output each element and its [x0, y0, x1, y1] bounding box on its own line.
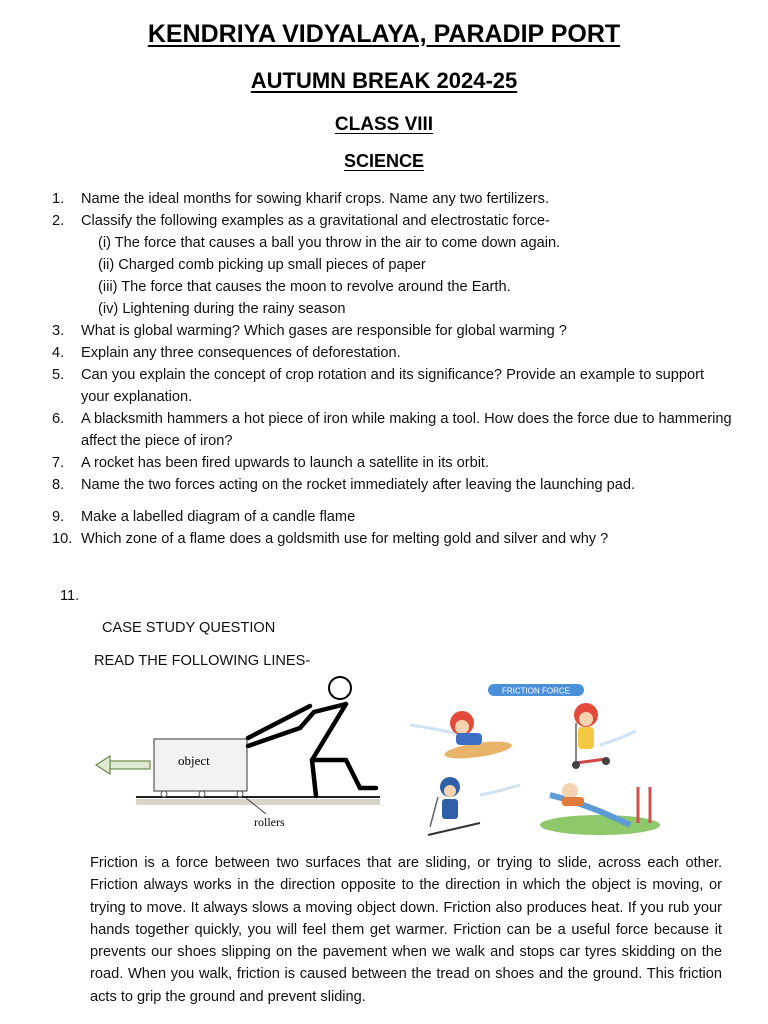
subject-label: SCIENCE [343, 151, 424, 171]
question-text: Name the two forces acting on the rocket immediately after leaving the launching pad. [81, 477, 636, 493]
question-number: 3. [52, 323, 65, 339]
question-9 [52, 506, 732, 528]
question-8 [52, 474, 732, 496]
question-3 [52, 320, 732, 342]
question-4 [52, 342, 732, 364]
question-number: 1. [52, 191, 65, 207]
object-label: object [178, 753, 210, 768]
question-number: 5. [52, 367, 65, 383]
question-text: What is global warming? Which gases are responsible for global warming ? [81, 323, 567, 339]
question-6 [52, 408, 732, 452]
question-text: Make a labelled diagram of a candle flame [81, 509, 356, 525]
question-number: 10. [52, 531, 73, 547]
rollers-label: rollers [254, 815, 285, 829]
sub-item: (iii) The force that causes the moon to revolve around the Earth. [98, 279, 511, 295]
question-1 [52, 188, 732, 210]
sub-item: (iv) Lightening during the rainy season [98, 301, 346, 317]
question-text: Which zone of a flame does a goldsmith use for melting gold and silver and why ? [81, 531, 609, 547]
question-number: 6. [52, 411, 65, 427]
question-10 [52, 528, 732, 550]
question-number: 4. [52, 345, 65, 361]
friction-paragraph: Friction is a force between two surfaces that are sliding, or trying to slide, across each other. Friction always works in the direction opposite to the direction in which the object is moving, or trying to move. It always slows a moving object down. Friction also produces heat. If you rub your hands together quickly, you will feel them get warmer. Friction can be a useful force because it prevents our shoes slipping on the pavement when we walk and stops car tyres skidding on the road. When you walk, friction is caused between the tread on shoes and the ground. This friction acts to grip the ground and prevent sliding. [90, 855, 722, 1005]
question-2 [52, 210, 732, 320]
question-11-number: 11. [60, 588, 80, 604]
sub-item: (i) The force that causes a ball you throw in the air to come down again. [98, 235, 561, 251]
question-number: 9. [52, 509, 65, 525]
question-number: 8. [52, 477, 65, 493]
question-text: A rocket has been fired upwards to launch a satellite in its orbit. [81, 455, 490, 471]
read-lines-label: READ THE FOLLOWING LINES- [94, 653, 311, 669]
question-7 [52, 452, 732, 474]
friction-banner-label: FRICTION FORCE [502, 686, 570, 696]
sub-item: (ii) Charged comb picking up small pieces of paper [98, 257, 426, 273]
question-number: 7. [52, 455, 65, 471]
case-study-label: CASE STUDY QUESTION [102, 620, 276, 636]
stick-figure [248, 704, 376, 796]
sledding-child-icon [410, 711, 513, 762]
school-name: KENDRIYA VIDYALAYA, PARADIP PORT [147, 20, 621, 48]
question-text: Classify the following examples as a gravitational and electrostatic force- [81, 213, 550, 229]
scooter-child-icon [572, 703, 636, 769]
question-text: Explain any three consequences of deforestation. [81, 345, 401, 361]
question-list [52, 188, 732, 550]
class-label: CLASS VIII [334, 114, 434, 135]
stick-figure-head [329, 677, 351, 699]
motion-arrow [96, 756, 150, 774]
skiing-child-icon [428, 777, 520, 835]
question-5 [52, 364, 732, 408]
question-text: Can you explain the concept of crop rotation and its significance? Provide an example to support your explanation. [81, 367, 705, 405]
slide-child-icon [540, 783, 660, 835]
question-text: A blacksmith hammers a hot piece of iron while making a tool. How does the force due to hammering affect the piece of iron? [81, 411, 732, 449]
document-title: AUTUMN BREAK 2024-25 [250, 68, 518, 93]
question-text: Name the ideal months for sowing kharif crops. Name any two fertilizers. [81, 191, 549, 207]
pushing-object-figure [88, 660, 388, 835]
question-number: 2. [52, 213, 65, 229]
friction-force-illustration [400, 675, 660, 840]
